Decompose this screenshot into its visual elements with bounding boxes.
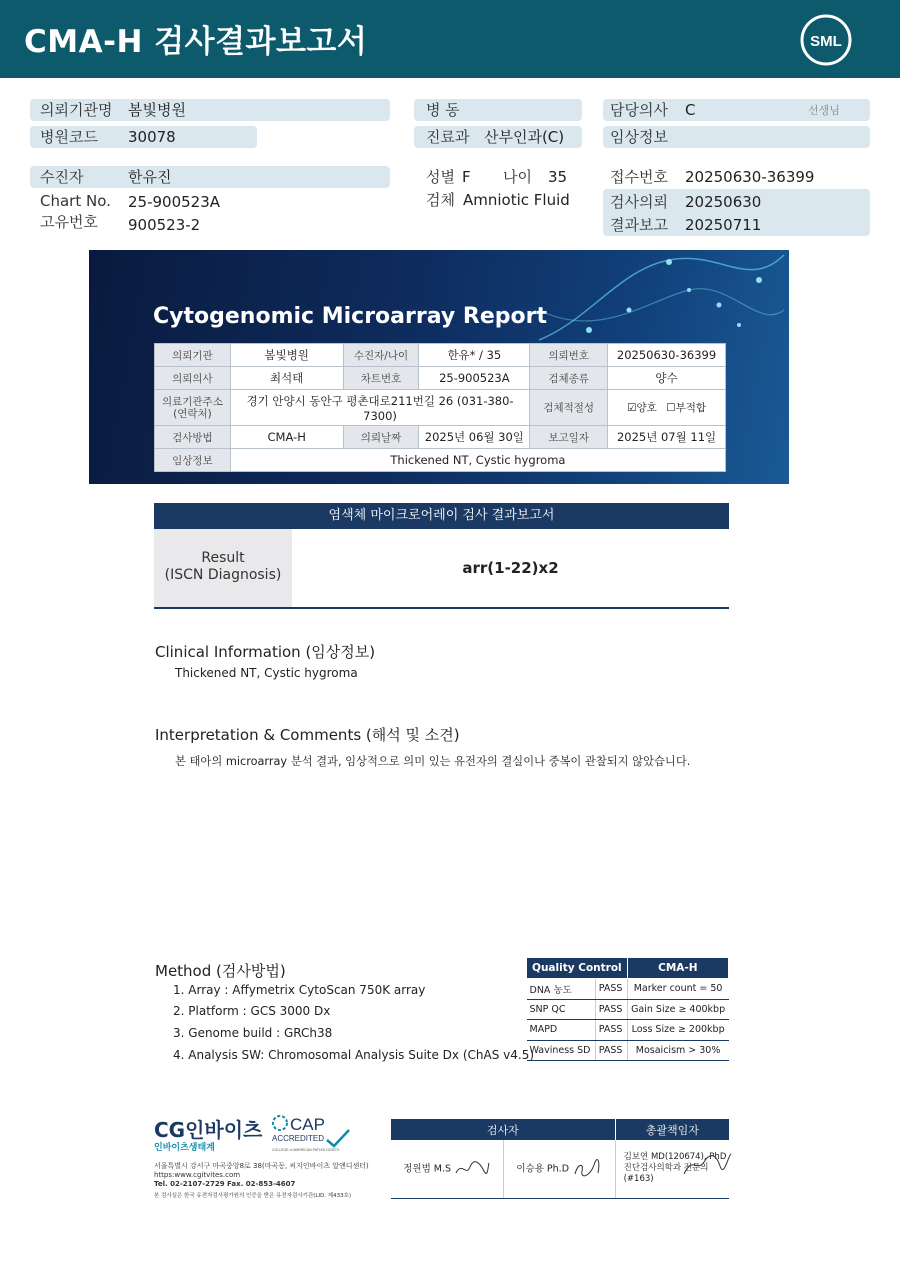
clinical-label: 임상정보 bbox=[610, 128, 668, 146]
table-cell: 2025년 06월 30일 bbox=[419, 426, 530, 449]
qc-name: DNA 농도 bbox=[527, 979, 596, 1000]
method-item: 1. Array : Affymetrix CytoScan 750K array bbox=[173, 983, 426, 997]
table-header-cell: 차트번호 bbox=[343, 367, 419, 390]
clinical-text: Thickened NT, Cystic hygroma bbox=[175, 666, 358, 680]
report-banner bbox=[89, 250, 789, 484]
qc-status: PASS bbox=[595, 979, 627, 1000]
table-cell: 봄빛병원 bbox=[230, 344, 343, 367]
qc-status: PASS bbox=[595, 1040, 627, 1061]
contact-line: Tel. 02-2107-2729 Fax. 02-853-4607 bbox=[154, 1180, 296, 1188]
qc-name: SNP QC bbox=[527, 999, 596, 1020]
examiner-name: 정원범 M.S bbox=[403, 1163, 452, 1175]
qc-table bbox=[526, 957, 729, 1061]
signature-icon bbox=[682, 1152, 732, 1178]
qc-criterion: Mosaicism > 30% bbox=[627, 1040, 728, 1061]
specimen-ok-label: 양호 bbox=[636, 402, 657, 414]
table-cell: 한유* / 35 bbox=[419, 344, 530, 367]
age-label: 나이 bbox=[503, 168, 532, 186]
clinical-heading: Clinical Information (임상정보) bbox=[155, 643, 376, 661]
address-header-line2: (연락처) bbox=[173, 407, 212, 420]
report-title: Cytogenomic Microarray Report bbox=[153, 304, 547, 329]
unique-label: 고유번호 bbox=[40, 213, 98, 231]
svg-text:ACCREDITED: ACCREDITED bbox=[272, 1134, 325, 1143]
specimen-ng-label: 부적합 bbox=[675, 402, 706, 414]
cg-invites-logo: CG인바이츠 bbox=[154, 1118, 263, 1142]
director-name: 김보연 MD(120674), PhD bbox=[623, 1152, 727, 1163]
certification-line: 본 검사실은 한국 유전자검사평가원의 인증을 받은 유전자검사기관(LID. 제433호) bbox=[154, 1193, 352, 1199]
examiner-signature-cell bbox=[391, 1140, 504, 1198]
result-label-line1: Result bbox=[201, 550, 245, 566]
dept-value: 산부인과(C) bbox=[484, 128, 565, 146]
sml-logo-icon bbox=[798, 12, 854, 68]
table-row bbox=[155, 449, 726, 472]
request-value: 20250630 bbox=[685, 193, 762, 211]
doctor-value: C bbox=[685, 101, 696, 119]
qc-criterion: Gain Size ≥ 400kbp bbox=[627, 999, 728, 1020]
table-cell: Thickened NT, Cystic hygroma bbox=[230, 449, 725, 472]
doctor-label: 담당의사 bbox=[610, 101, 668, 119]
qc-header-right: CMA-H bbox=[627, 958, 728, 979]
signature-icon bbox=[454, 1159, 490, 1179]
result-label-line2: (ISCN Diagnosis) bbox=[164, 567, 282, 583]
table-header-cell bbox=[155, 390, 231, 426]
receipt-value: 20250630-36399 bbox=[685, 168, 815, 186]
table-header-cell: 검체종류 bbox=[530, 367, 608, 390]
table-row bbox=[155, 426, 726, 449]
institution-label: 의뢰기관명 bbox=[40, 101, 113, 119]
doctor-suffix: 선생님 bbox=[808, 104, 840, 117]
qc-criterion: Loss Size ≥ 200kbp bbox=[627, 1020, 728, 1041]
examiner-header: 검사자 bbox=[391, 1119, 616, 1140]
table-header-cell: 임상정보 bbox=[155, 449, 231, 472]
sex-value: F bbox=[462, 168, 471, 186]
result-value: arr(1-22)x2 bbox=[462, 559, 559, 577]
result-title-bar: 염색체 마이크로어레이 검사 결과보고서 bbox=[154, 503, 729, 529]
table-header-row bbox=[391, 1119, 730, 1140]
specimen-value: Amniotic Fluid bbox=[463, 191, 570, 209]
table-row bbox=[155, 367, 726, 390]
table-row bbox=[527, 1020, 729, 1041]
unchecked-box-icon: ☐ bbox=[666, 402, 676, 414]
patient-value: 한유진 bbox=[128, 168, 172, 186]
qc-status: PASS bbox=[595, 1020, 627, 1041]
director-signature-cell bbox=[615, 1140, 729, 1198]
checked-box-icon: ☑ bbox=[627, 402, 637, 414]
age-value: 35 bbox=[548, 168, 568, 186]
table-header-cell: 검체적절성 bbox=[530, 390, 608, 426]
qc-name: MAPD bbox=[527, 1020, 596, 1041]
signature-icon bbox=[572, 1159, 602, 1179]
table-cell: 20250630-36399 bbox=[608, 344, 726, 367]
patient-row-bg bbox=[30, 166, 390, 188]
address-header-line1: 의료기관주소 bbox=[161, 395, 223, 408]
director-title: 진단검사의학과 전문의(#163) bbox=[623, 1163, 709, 1185]
table-header-cell: 수진자/나이 bbox=[343, 344, 419, 367]
hospital-code-value: 30078 bbox=[128, 128, 176, 146]
cap-accredited-logo bbox=[272, 1113, 352, 1155]
table-cell: CMA-H bbox=[230, 426, 343, 449]
table-header-row bbox=[527, 958, 729, 979]
table-header-cell: 의뢰의사 bbox=[155, 367, 231, 390]
examiner-name: 이승용 Ph.D bbox=[516, 1163, 570, 1175]
interpretation-heading: Interpretation & Comments (해석 및 소견) bbox=[155, 726, 460, 744]
qc-status: PASS bbox=[595, 999, 627, 1020]
table-row bbox=[391, 1140, 730, 1198]
chart-label: Chart No. bbox=[40, 192, 111, 210]
table-header-cell: 의뢰번호 bbox=[530, 344, 608, 367]
table-cell: 2025년 07월 11일 bbox=[608, 426, 726, 449]
svg-text:CAP: CAP bbox=[290, 1115, 325, 1134]
report-date-value: 20250711 bbox=[685, 216, 762, 234]
svg-text:COLLEGE of AMERICAN PATHOLOGIS: COLLEGE of AMERICAN PATHOLOGISTS bbox=[272, 1148, 340, 1152]
specimen-label: 검체 bbox=[426, 191, 455, 209]
examiner-signature-cell bbox=[503, 1140, 615, 1198]
page-header bbox=[0, 0, 900, 78]
qc-name: Waviness SD bbox=[527, 1040, 596, 1061]
patient-label: 수진자 bbox=[40, 168, 84, 186]
method-item: 3. Genome build : GRCh38 bbox=[173, 1026, 333, 1040]
unique-value: 900523-2 bbox=[128, 216, 201, 234]
method-item: 4. Analysis SW: Chromosomal Analysis Suite Dx (ChAS v4.5) bbox=[173, 1048, 535, 1062]
qc-criterion: Marker count = 50 bbox=[627, 979, 728, 1000]
cg-invites-subtitle: 인바이츠생태계 bbox=[154, 1143, 215, 1153]
table-cell: 25-900523A bbox=[419, 367, 530, 390]
sex-label: 성별 bbox=[426, 168, 455, 186]
table-cell: 경기 안양시 동안구 평촌대로211번길 26 (031-380-7300) bbox=[230, 390, 529, 426]
table-header-cell: 검사방법 bbox=[155, 426, 231, 449]
page-title: CMA-H 검사결과보고서 bbox=[24, 24, 368, 60]
interpretation-text: 본 태아의 microarray 분석 결과, 임상적으로 의미 있는 유전자의 결실이나 중복이 관찰되지 않았습니다. bbox=[175, 755, 691, 768]
hospital-code-label: 병원코드 bbox=[40, 128, 98, 146]
method-item: 2. Platform : GCS 3000 Dx bbox=[173, 1004, 331, 1018]
report-info-table bbox=[154, 343, 726, 472]
svg-text:SML: SML bbox=[810, 33, 842, 50]
signature-table bbox=[390, 1119, 729, 1199]
result-label bbox=[154, 529, 292, 607]
dept-label: 진료과 bbox=[426, 128, 470, 146]
table-cell bbox=[608, 390, 726, 426]
website-line: https:www.cgitvites.com bbox=[154, 1171, 241, 1179]
table-row bbox=[155, 390, 726, 426]
table-header-cell: 의뢰날짜 bbox=[343, 426, 419, 449]
table-row bbox=[527, 999, 729, 1020]
method-heading: Method (검사방법) bbox=[155, 962, 286, 980]
divider bbox=[154, 607, 729, 609]
request-label: 검사의뢰 bbox=[610, 193, 668, 211]
qc-header-left: Quality Control bbox=[527, 958, 628, 979]
address-line: 서울특별시 강서구 마곡중앙8로 38(마곡동, 씨지인바이츠 알앤디센터) bbox=[154, 1162, 369, 1170]
ward-label: 병 동 bbox=[426, 101, 460, 119]
table-row bbox=[527, 1040, 729, 1061]
table-header-cell: 의뢰기관 bbox=[155, 344, 231, 367]
table-header-cell: 보고일자 bbox=[530, 426, 608, 449]
report-date-label: 결과보고 bbox=[610, 216, 668, 234]
receipt-label: 접수번호 bbox=[610, 168, 668, 186]
dna-helix-icon bbox=[529, 250, 789, 350]
table-row bbox=[527, 979, 729, 1000]
director-header: 총괄책임자 bbox=[615, 1119, 729, 1140]
table-cell: 양수 bbox=[608, 367, 726, 390]
institution-value: 봄빛병원 bbox=[128, 101, 186, 119]
table-cell: 최석태 bbox=[230, 367, 343, 390]
table-row bbox=[155, 344, 726, 367]
chart-value: 25-900523A bbox=[128, 193, 221, 211]
